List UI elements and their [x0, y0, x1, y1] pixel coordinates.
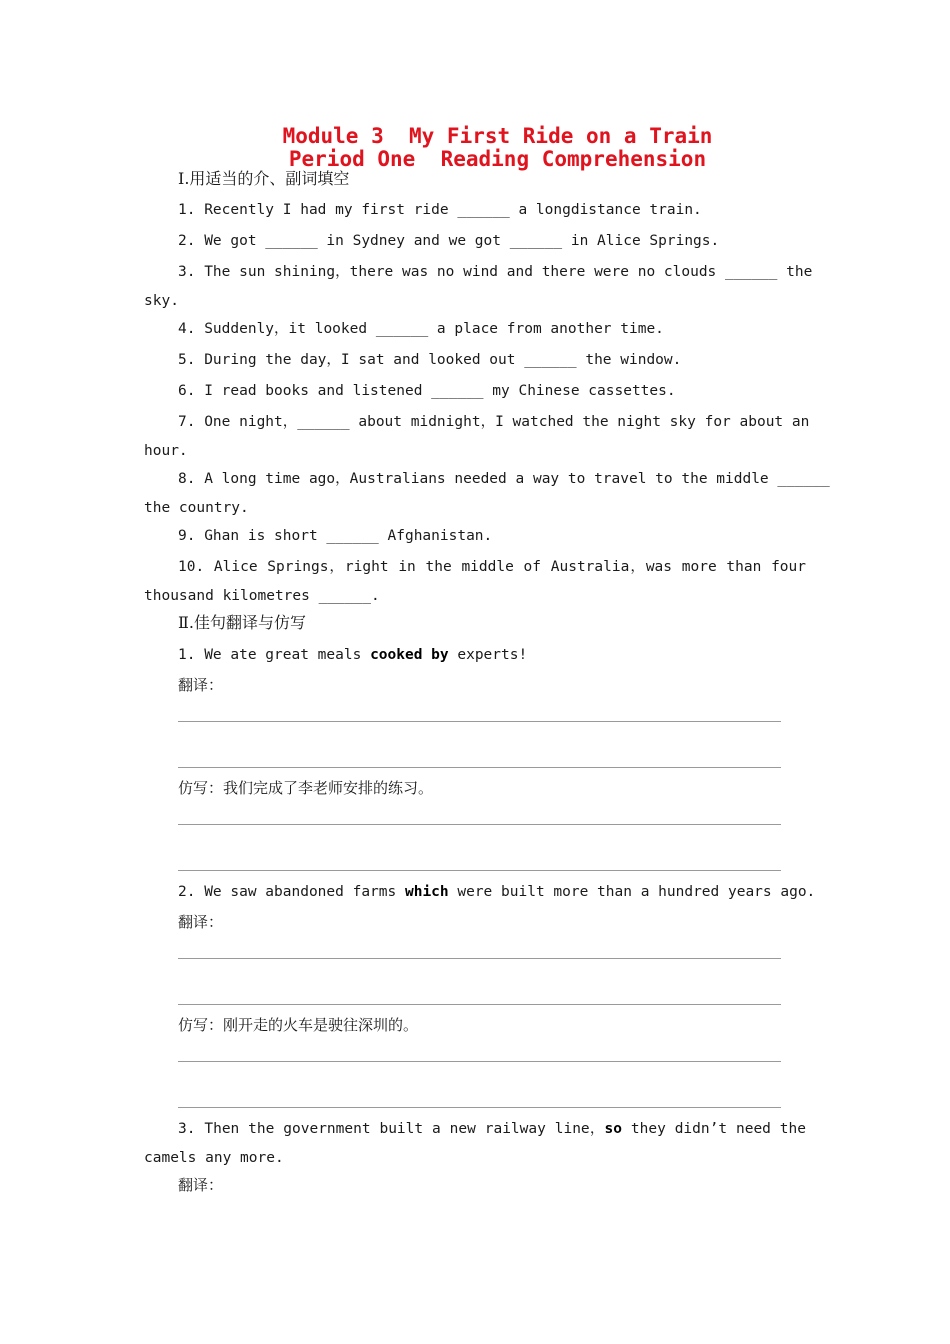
sentence-2-post: were built more than a hundred years ago.: [448, 884, 816, 900]
sentence-3-cont: camels any more.: [144, 1150, 284, 1166]
answer-line[interactable]: [178, 870, 781, 871]
sentence-2-imitate: 仿写：刚开走的火车是驶往深圳的。: [178, 1016, 419, 1034]
exercise-item-5: 5. During the day，I sat and looked out ______ the window.: [178, 352, 682, 368]
exercise-item-10-cont: thousand kilometres ______.: [144, 588, 380, 604]
section-2-heading: Ⅱ.佳句翻译与仿写: [178, 613, 306, 632]
sentence-3-post: they didn’t need the: [621, 1121, 806, 1137]
exercise-item-7: 7. One night，______ about midnight，I watched the night sky for about an: [178, 414, 810, 430]
answer-line[interactable]: [178, 824, 781, 825]
exercise-item-3: 3. The sun shining，there was no wind and there were no clouds ______ the: [178, 264, 813, 280]
exercise-item-7-cont: hour.: [144, 443, 188, 459]
sentence-1-imitate: 仿写：我们完成了李老师安排的练习。: [178, 779, 434, 797]
title-line-2: Period One Reading Comprehension: [288, 147, 707, 171]
sentence-2-keyword: which: [404, 884, 449, 900]
answer-line[interactable]: [178, 767, 781, 768]
answer-line[interactable]: [178, 958, 781, 959]
exercise-item-8: 8. A long time ago，Australians needed a way to travel to the middle ______: [178, 471, 830, 487]
sentence-3-keyword: so: [604, 1121, 622, 1137]
answer-line[interactable]: [178, 721, 781, 722]
sentence-1-post: experts!: [448, 647, 528, 663]
title-line-1: Module 3 My First Ride on a Train: [282, 124, 713, 148]
section-1-heading: Ⅰ.用适当的介、副词填空: [178, 169, 350, 188]
exercise-item-6: 6. I read books and listened ______ my Chinese cassettes.: [178, 383, 676, 399]
sentence-1-pre: 1. We ate great meals: [178, 647, 371, 663]
sentence-3-translate-label: 翻译：: [178, 1176, 224, 1194]
sentence-2-pre: 2. We saw abandoned farms: [178, 884, 405, 900]
exercise-item-9: 9. Ghan is short ______ Afghanistan.: [178, 528, 493, 544]
answer-line[interactable]: [178, 1004, 781, 1005]
sentence-1: [178, 645, 527, 665]
exercise-item-3-cont: sky.: [144, 293, 179, 309]
sentence-3-pre: 3. Then the government built a new railway line，: [178, 1121, 605, 1137]
exercise-item-4: 4. Suddenly，it looked ______ a place from another time.: [178, 321, 664, 337]
sentence-1-translate-label: 翻译：: [178, 676, 224, 694]
answer-line[interactable]: [178, 1107, 781, 1108]
exercise-item-1: 1. Recently I had my first ride ______ a longdistance train.: [178, 202, 702, 218]
sentence-3: [178, 1119, 806, 1139]
exercise-item-10: 10. Alice Springs，right in the middle of Australia，was more than four: [178, 559, 806, 575]
sentence-2-translate-label: 翻译：: [178, 913, 224, 931]
exercise-item-2: 2. We got ______ in Sydney and we got ______ in Alice Springs.: [178, 233, 720, 249]
sentence-1-keyword: cooked by: [370, 647, 449, 663]
answer-line[interactable]: [178, 1061, 781, 1062]
sentence-2: [178, 882, 815, 902]
exercise-item-8-cont: the country.: [144, 500, 249, 516]
